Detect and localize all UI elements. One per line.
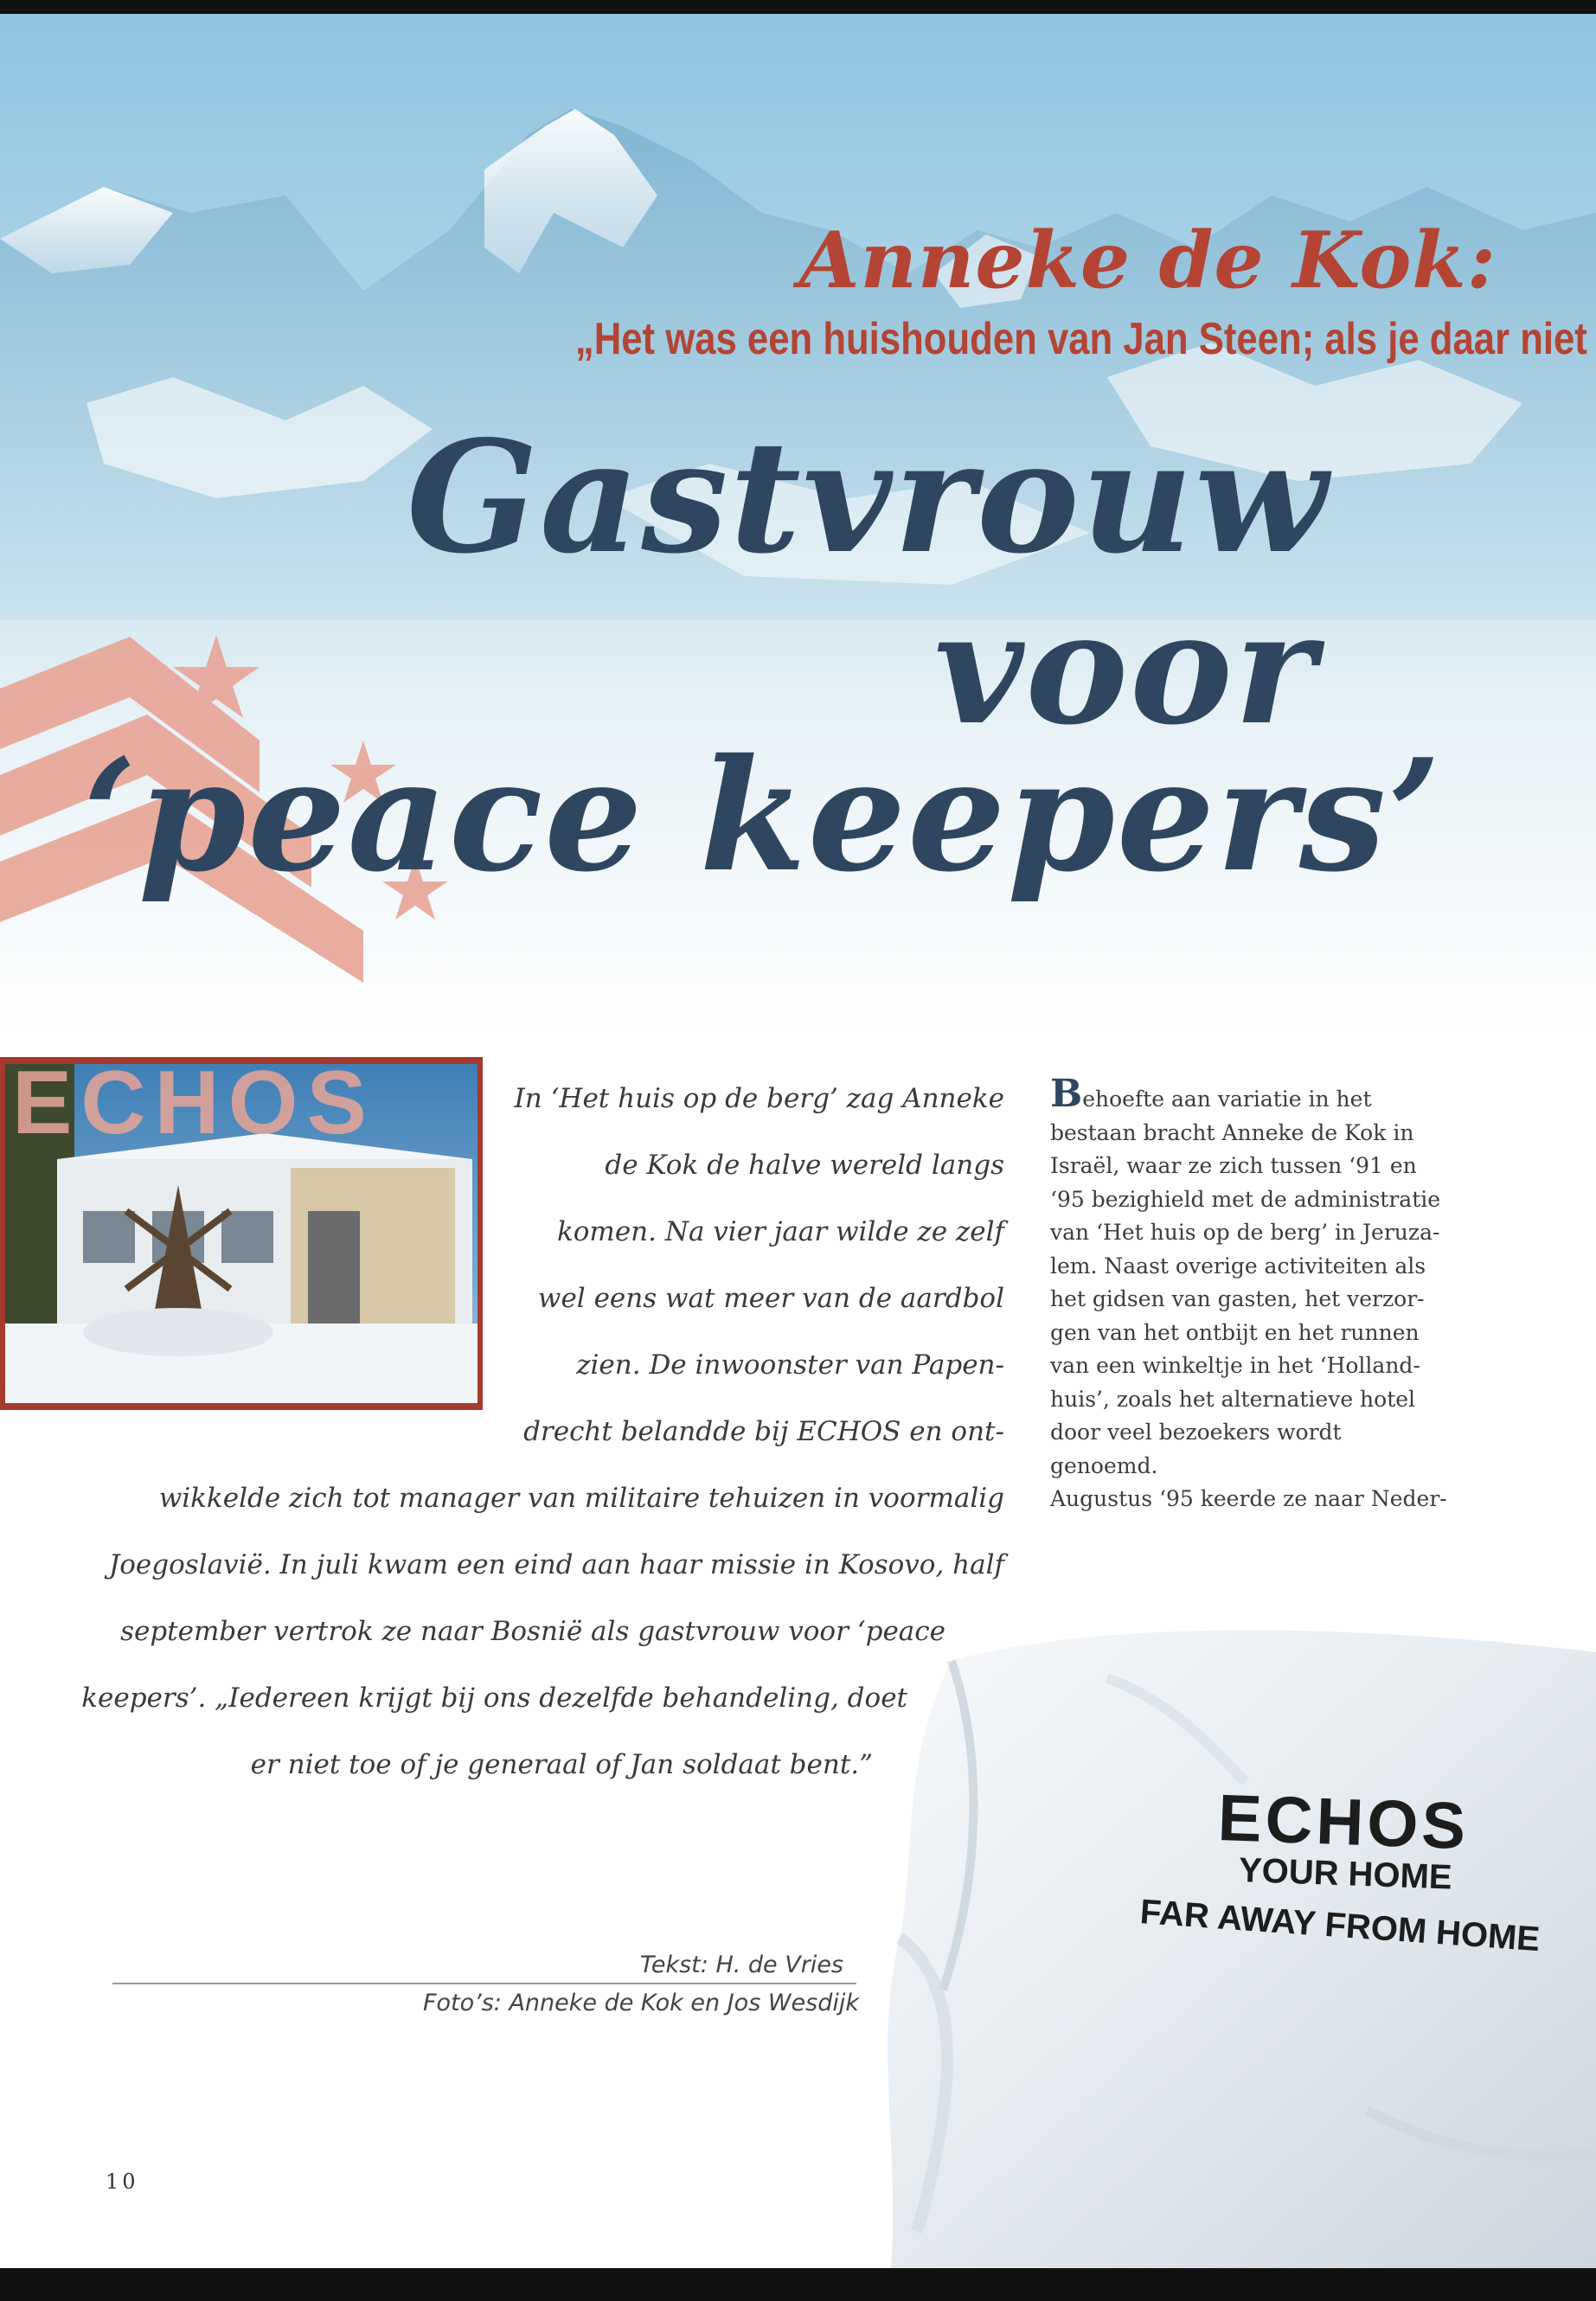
column-line: ‘95 bezighield met de administratie [1050, 1186, 1441, 1212]
column-line: genoemd. [1050, 1452, 1158, 1478]
credit-photos: Foto’s: Anneke de Kok en Jos Wesdijk [422, 1990, 859, 2016]
column-line: bestaan bracht Anneke de Kok in [1050, 1119, 1414, 1145]
column-line: het gidsen van gasten, het verzor- [1050, 1286, 1425, 1311]
column-line: gen van het ontbijt en het runnen [1050, 1319, 1420, 1345]
headline-line-1: Gastvrouw [407, 407, 1330, 587]
intro-line: er niet toe of je generaal of Jan soldaat bent.” [250, 1749, 873, 1780]
column-first-line-rest: ehoefte aan variatie in het [1082, 1086, 1372, 1112]
intro-line: keepers’. „Iedereen krijgt bij ons dezelfde behandeling, doet [81, 1682, 907, 1714]
column-line: van ‘Het huis op de berg’ in Jeruza- [1050, 1220, 1440, 1245]
headline-line-2: voor [934, 578, 1317, 759]
intro-line: In ‘Het huis op de berg’ zag Anneke [514, 1083, 1004, 1114]
column-line: huis’, zoals het alternatieve hotel [1050, 1386, 1416, 1412]
intro-line: drecht belandde bij ECHOS en ont- [523, 1416, 1004, 1447]
intro-line: de Kok de halve wereld langs [605, 1150, 1004, 1181]
credit-rule [112, 1983, 856, 1984]
intro-line: september vertrok ze naar Bosnië als gastvrouw voor ‘peace [120, 1616, 945, 1647]
column-line: Augustus ‘95 keerde ze naar Neder- [1050, 1486, 1447, 1511]
column-line: lem. Naast overige activiteiten als [1050, 1253, 1426, 1279]
photo-banner: ECHOS [12, 1064, 375, 1153]
shirt-tagline-2: FAR AWAY FROM HOME [1138, 1893, 1542, 1959]
intro-line: Joegoslavië. In juli kwam een eind aan haar missie in Kosovo, half [108, 1549, 1004, 1580]
kicker-quote: „Het was een huishouden van Jan Steen; als je daar niet [574, 314, 1587, 364]
credit-text: Tekst: H. de Vries [639, 1952, 843, 1978]
column-line: door veel bezoekers wordt [1050, 1420, 1342, 1445]
column-first-line [1050, 1072, 1448, 1117]
shirt-tagline-1: YOUR HOME [1238, 1851, 1453, 1897]
top-rule [0, 0, 1596, 14]
shirt-brand: ECHOS [1216, 1781, 1471, 1864]
page-number: 10 [106, 2170, 139, 2194]
intro-line: komen. Na vier jaar wilde ze zelf [556, 1216, 1004, 1247]
headline-line-3: ‘peace keepers’ [83, 725, 1444, 906]
drop-cap: B [1050, 1072, 1083, 1116]
intro-line: zien. De inwoonster van Papen- [576, 1349, 1004, 1381]
intro-line: wel eens wat meer van de aardbol [537, 1283, 1004, 1314]
intro-line: wikkelde zich tot manager van militaire tehuizen in voormalig [158, 1483, 1004, 1514]
bottom-rule [0, 2268, 1596, 2301]
column-line: van een winkeltje in het ‘Holland- [1050, 1353, 1420, 1378]
body-column [1050, 1072, 1448, 1516]
kicker-name: Anneke de Kok: [798, 215, 1497, 306]
column-line: Israël, waar ze zich tussen ‘91 en [1050, 1153, 1417, 1178]
